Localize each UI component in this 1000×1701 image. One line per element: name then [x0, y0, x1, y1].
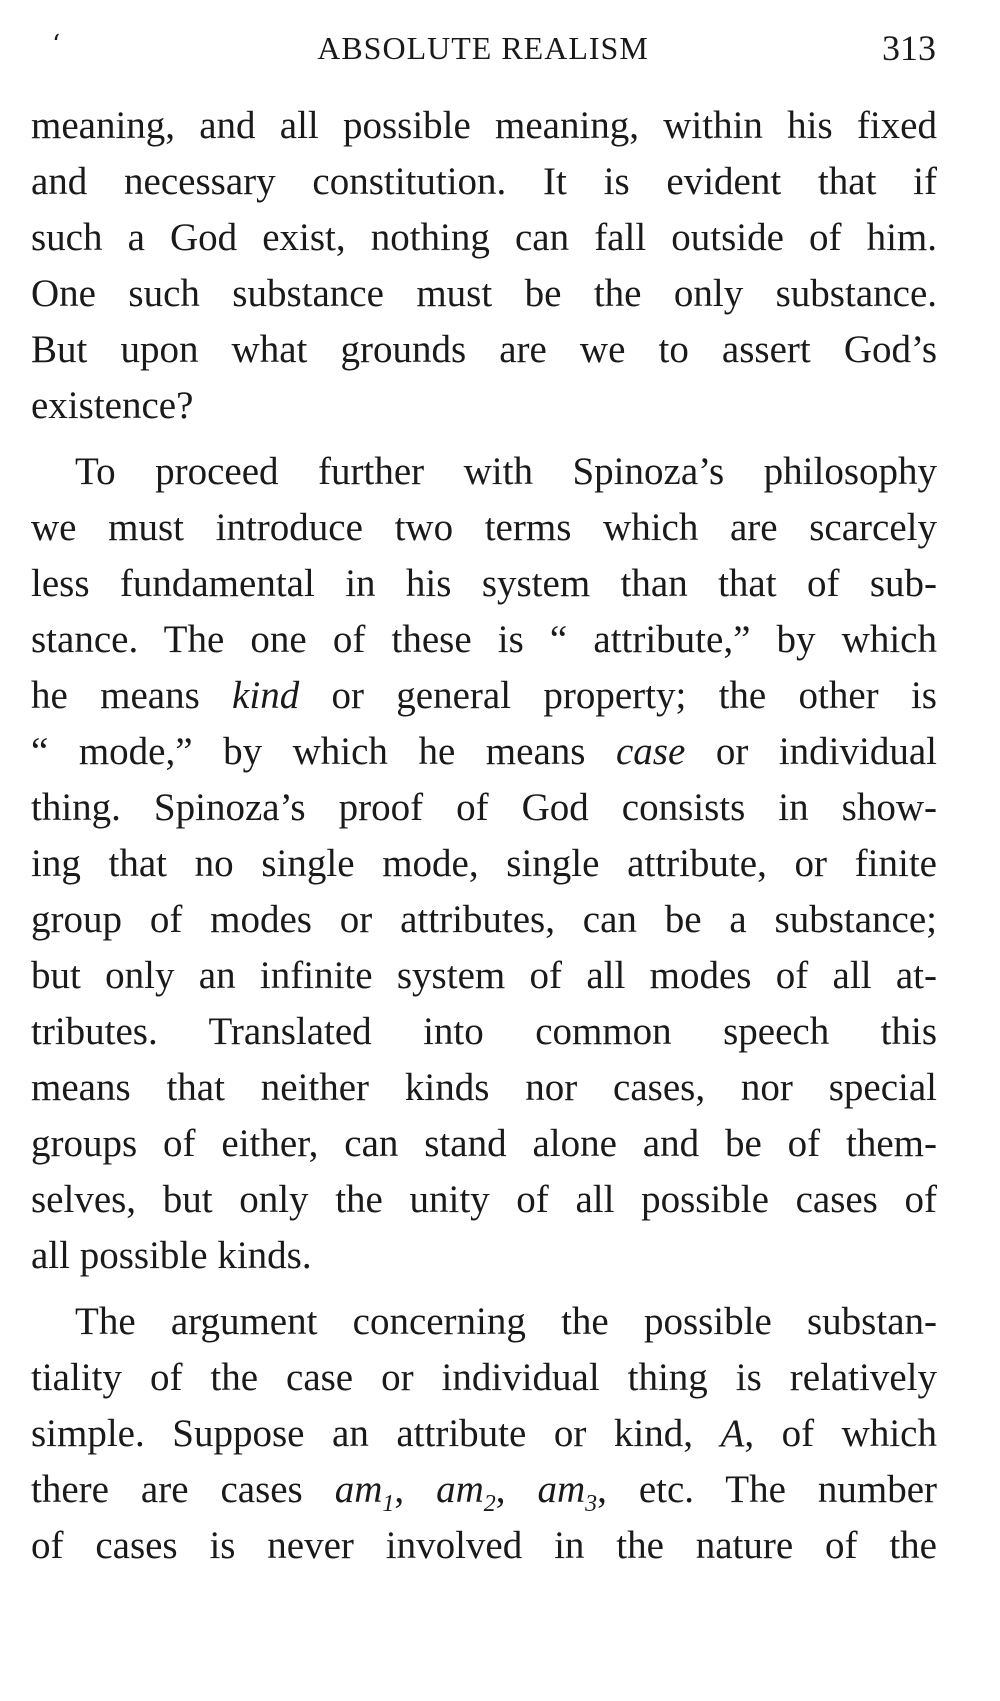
text-line: such a God exist, nothing can fall outside of him. [31, 216, 937, 259]
running-header [30, 22, 936, 82]
text-line: selves, but only the unity of all possible cases of [31, 1178, 937, 1221]
italic-word: case [615, 730, 686, 773]
text-line: group of modes or attributes, can be a substance; [31, 898, 937, 941]
italic-symbol: $am_1$ [334, 1468, 395, 1517]
text-line: stance. The one of these is “ attribute,” by which [31, 618, 937, 661]
paragraph-1 [31, 98, 937, 434]
text-line: he means kind or general property; the other is [31, 674, 937, 717]
text-line: of cases is never involved in the nature of the [31, 1524, 937, 1567]
text-line: existence? [31, 384, 194, 427]
text-line: But upon what grounds are we to assert God’s [31, 328, 937, 371]
running-title: ABSOLUTE REALISM [317, 30, 649, 66]
text-line: The argument concerning the possible substan- [75, 1300, 937, 1343]
header-mark: ‘ [52, 30, 61, 60]
italic-symbol: A [720, 1412, 745, 1455]
text-line: thing. Spinoza’s proof of God consists in show- [31, 786, 937, 829]
text-line: all possible kinds. [31, 1234, 312, 1277]
italic-word: kind [232, 674, 300, 717]
text-line: tiality of the case or individual thing is relatively [31, 1356, 937, 1399]
italic-symbol: $am_3$ [537, 1468, 598, 1517]
text-line: less fundamental in his system than that of sub- [31, 562, 937, 605]
paragraph-3 [31, 1294, 937, 1574]
text-line: we must introduce two terms which are scarcely [31, 506, 937, 549]
text-line: but only an infinite system of all modes of all at- [31, 954, 937, 997]
text-line: One such substance must be the only substance. [31, 272, 937, 315]
italic-symbol: $am_2$ [436, 1468, 496, 1517]
text-line: ing that no single mode, single attribute, or finite [31, 842, 937, 885]
text-line: there are cases $am_1$, $am_2$, $am_3$, etc. The number [31, 1468, 937, 1517]
text-line: simple. Suppose an attribute or kind, A, of which [31, 1412, 937, 1455]
paragraph-2 [31, 444, 937, 1284]
text-line: To proceed further with Spinoza’s philosophy [75, 450, 937, 493]
page-number: 313 [882, 28, 936, 68]
text-line: means that neither kinds nor cases, nor special [31, 1066, 937, 1109]
text-line: meaning, and all possible meaning, within his fixed [31, 104, 937, 147]
text-line: and necessary constitution. It is evident that if [31, 160, 937, 203]
body-text [31, 98, 937, 1574]
text-line: tributes. Translated into common speech this [31, 1010, 937, 1053]
text-line: “ mode,” by which he means case or individual [31, 730, 937, 773]
text-line: groups of either, can stand alone and be of them- [31, 1122, 937, 1165]
